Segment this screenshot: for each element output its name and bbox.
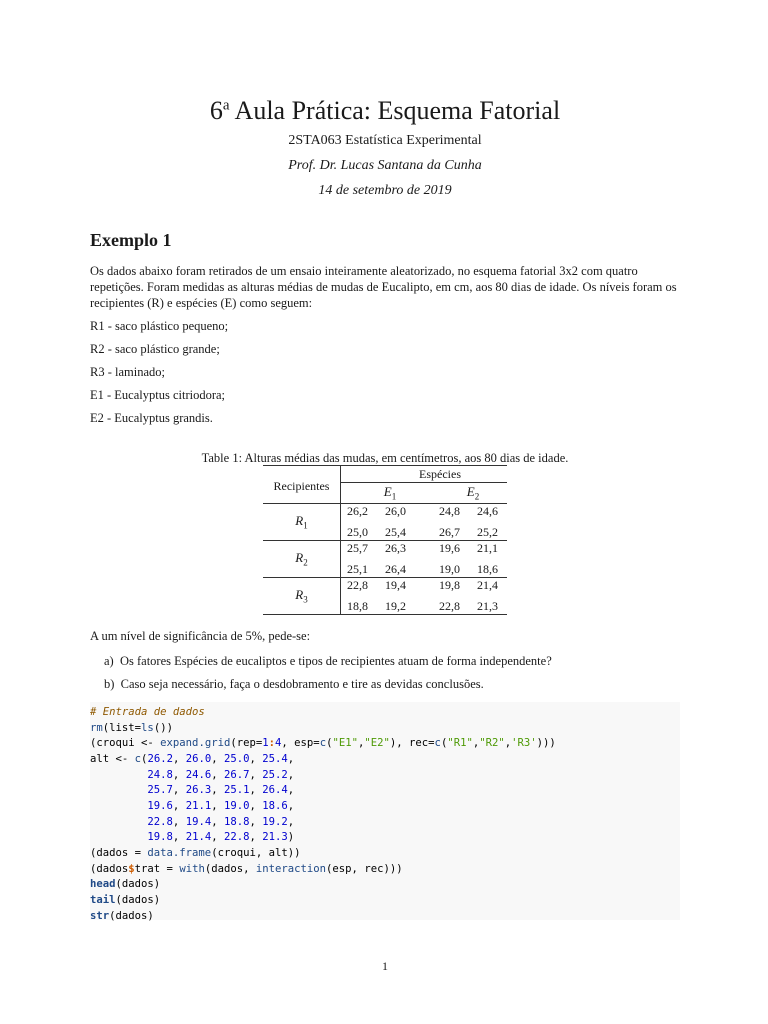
row-label-r3: $R_3$: [295, 587, 308, 605]
code-line: (dados$trat = with(dados, interaction(esp, rec))): [90, 862, 403, 875]
list-item: E1 - Eucalyptus citriodora;: [90, 388, 226, 402]
table-cell: 25,2: [477, 525, 498, 539]
code-line: 25.7, 26.3, 25.1, 26.4,: [147, 784, 295, 797]
code-line: head(dados): [90, 878, 161, 891]
table-caption: Table 1: Alturas médias das mudas, em centímetros, aos 80 dias de idade.: [201, 451, 569, 465]
title-text: Aula Prática: Esquema Fatorial: [229, 96, 561, 125]
code-line: 19.8, 21.4, 22.8, 21.3): [147, 831, 295, 844]
table-cell: 25,1: [341, 559, 386, 578]
table-cell: 26,3: [385, 541, 406, 555]
table-cell: 24,8: [439, 504, 460, 518]
table-cell: 25,0: [341, 522, 386, 541]
table-cell: 26,2: [341, 504, 386, 522]
page-number: 1: [382, 959, 388, 973]
table-cell: 19,4: [385, 578, 406, 592]
species-header-e1: $E_1$: [341, 483, 440, 504]
table-cell: 18,6: [477, 562, 498, 576]
code-line: 22.8, 19.4, 18.8, 19.2,: [147, 815, 295, 828]
table-cell: 19,2: [385, 599, 406, 613]
list-item: E2 - Eucalyptus grandis.: [90, 411, 213, 425]
table-cell: 21,1: [477, 541, 498, 555]
code-line: 19.6, 21.1, 19.0, 18.6,: [147, 799, 295, 812]
list-item: R1 - saco plástico pequeno;: [90, 319, 229, 333]
question-item: b) Caso seja necessário, faça o desdobramento e tire as devidas conclusões.: [104, 677, 484, 691]
table-cell: 22,8: [439, 599, 460, 613]
table-cell: 22,8: [341, 578, 386, 596]
intro-paragraph: Os dados abaixo foram retirados de um ensaio inteiramente aleatorizado, no esquema fatorial 3x2 com quatro repetições. Foram medidas as alturas médias de mudas de Eucalipto, em cm, aos 80 dias de idade. Os níveis foram os recipientes (R) e espécies (E) como seguem:: [90, 264, 677, 310]
list-item: R2 - saco plástico grande;: [90, 342, 220, 356]
code-line: rm(list=ls()): [90, 721, 173, 734]
section-heading: Exemplo 1: [90, 230, 172, 250]
course-subtitle: 2STA063 Estatística Experimental: [288, 133, 482, 148]
question-item: a) Os fatores Espécies de eucaliptos e tipos de recipientes atuam de forma independente?: [104, 654, 552, 668]
table-cell: 26,0: [385, 504, 406, 518]
date: 14 de setembro de 2019: [318, 183, 452, 198]
list-item: R3 - laminado;: [90, 365, 165, 379]
code-line: (dados = data.frame(croqui, alt)): [90, 846, 301, 859]
questions-intro: A um nível de significância de 5%, pede-se:: [90, 629, 311, 643]
data-table: [263, 465, 507, 615]
title-number: 6: [209, 96, 223, 125]
table-cell: 19,8: [439, 578, 460, 592]
code-block: [90, 702, 680, 920]
table-cell: 21,4: [477, 578, 498, 592]
code-line: # Entrada de dados: [90, 706, 205, 718]
code-line: (croqui <- expand.grid(rep=1:4, esp=c("E1","E2"), rec=c("R1","R2",'R3'))): [90, 737, 556, 750]
species-header-e2: $E_2$: [466, 484, 480, 502]
code-line: str(dados): [90, 909, 154, 922]
header-recipientes: Recipientes: [273, 478, 330, 493]
table-cell: 19,0: [439, 562, 460, 576]
code-line: 24.8, 24.6, 26.7, 25.2,: [147, 768, 295, 781]
row-label-r1: $R_1$: [295, 513, 308, 531]
table-row: [263, 504, 507, 522]
table-cell: 18,8: [341, 596, 386, 615]
row-label-r2: $R_2$: [295, 550, 308, 568]
table-row: [263, 541, 507, 559]
table-cell: 21,3: [477, 599, 498, 613]
code-text: [90, 705, 556, 924]
table-cell: 19,6: [439, 541, 460, 555]
table-cell: 25,7: [341, 541, 386, 559]
table-cell: 25,4: [385, 525, 406, 539]
table-cell: 24,6: [477, 504, 498, 518]
code-line: tail(dados): [90, 893, 161, 906]
code-line: alt <- c(26.2, 26.0, 25.0, 25.4,: [90, 752, 295, 765]
header-especies: Espécies: [419, 466, 461, 481]
table-cell: 26,7: [439, 525, 460, 539]
table-cell: 26,4: [385, 562, 406, 576]
table-row: [263, 578, 507, 596]
document-title: [90, 96, 680, 126]
author: Prof. Dr. Lucas Santana da Cunha: [288, 158, 482, 173]
title-superscript: a: [222, 97, 230, 114]
